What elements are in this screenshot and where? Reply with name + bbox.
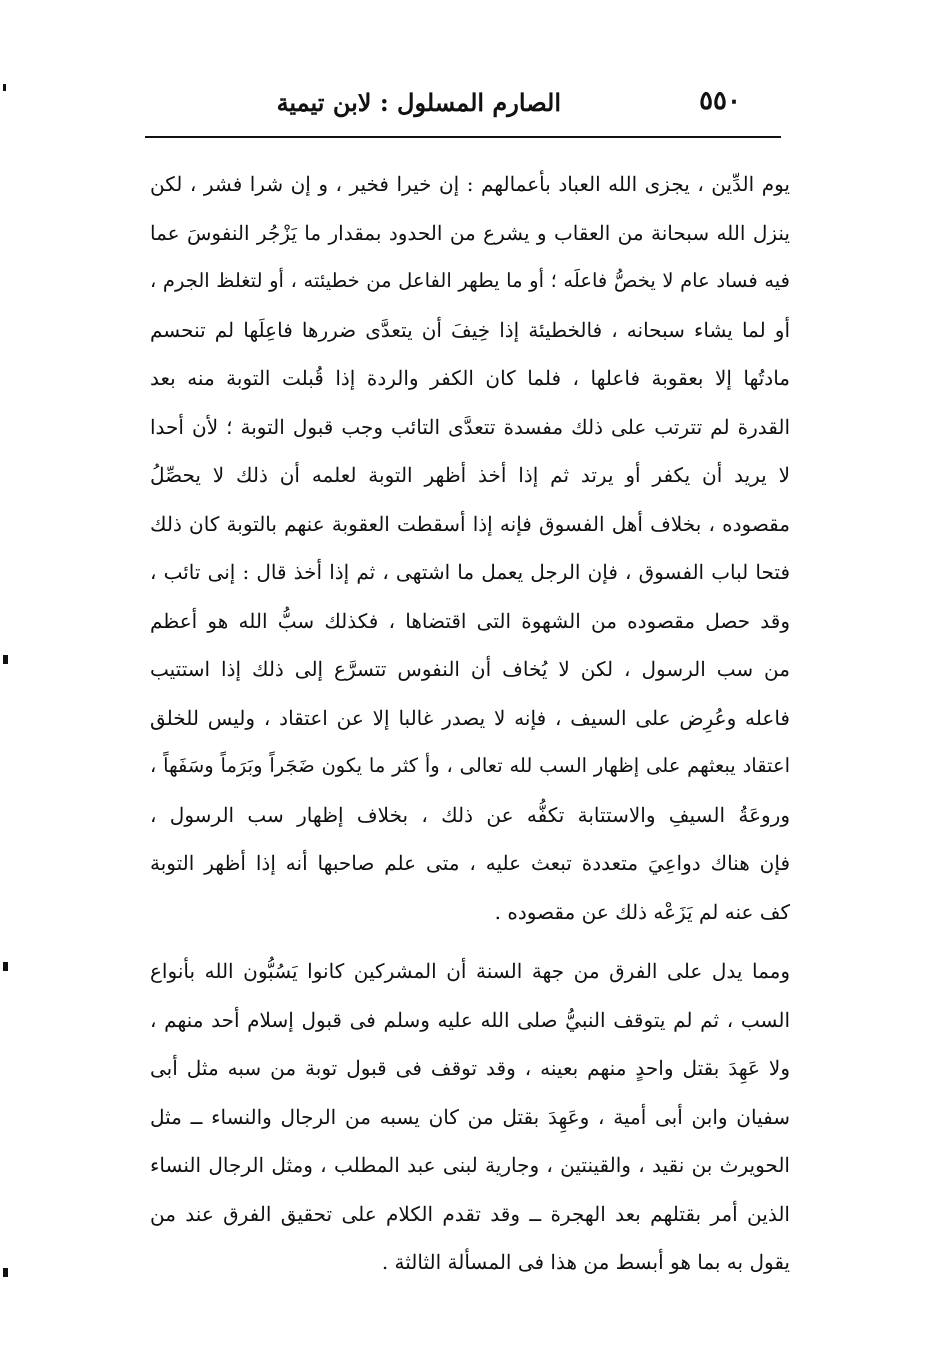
- text-line: سفيان وابن أبى أمية ، وعَهِدَ بقتل من كان يسبه من الرجال والنساء ــ مثل: [150, 1104, 790, 1129]
- margin-scan-mark: [3, 655, 8, 664]
- text-line: لا يريد أن يكفر أو يرتد ثم إذا أخذ أظهر التوبة لعلمه أن ذلك لا يحصِّلُ: [150, 463, 790, 487]
- text-line: فإن هناك دواعِيَ متعددة تبعث عليه ، متى علم صاحبها أنه إذا أظهر التوبة: [150, 851, 790, 875]
- text-line: القدرة لم تترتب على ذلك مفسدة تتعدَّى التائب وجب قبول التوبة ؛ لأن أحدا: [150, 414, 790, 439]
- page-header: [145, 82, 781, 118]
- text-line: فيه فساد عام لا يخصُّ فاعلَه ؛ أو ما يطهر الفاعل من خطيئته ، أو لتغلظ الجرم ،: [150, 269, 790, 292]
- text-line: السب ، ثم لم يتوقف النبيُّ صلى الله عليه وسلم فى قبول إسلام أحد منهم ،: [150, 1007, 790, 1032]
- text-line: الذين أمر بقتلهم بعد الهجرة ــ وقد تقدم الكلام على تحقيق الفرق عند من: [150, 1201, 790, 1226]
- text-line: اعتقاد يبعثهم على إظهار السب لله تعالى ، وأ كثر ما يكون ضَجَراً وبَرَماً وسَفَهاً ،: [150, 754, 790, 777]
- text-line: مادتُها إلا بعقوبة فاعلها ، فلما كان الكفر والردة إذا قُبلت التوبة منه بعد: [150, 366, 790, 390]
- text-line: وقد حصل مقصوده من الشهوة التى اقتضاها ، فكذلك سبُّ الله هو أعظم: [150, 608, 790, 633]
- text-line: من سب الرسول ، لكن لا يُخاف أن النفوس تتسرَّع إلى ذلك إذا استتيب: [150, 657, 790, 681]
- header-divider: [145, 136, 781, 138]
- text-line: فاعله وعُرِض على السيف ، فإنه لا يصدر غالبا إلا عن اعتقاد ، وليس للخلق: [150, 705, 790, 730]
- text-line: ولا عَهِدَ بقتل واحدٍ منهم بعينه ، وقد توقف فى قبول توبة من سبه مثل أبى: [150, 1056, 790, 1080]
- text-line: ينزل الله سبحانة من العقاب و يشرع من الحدود بمقدار ما يَزْجُر النفوسَ عما: [150, 220, 790, 245]
- paragraph-2: [150, 947, 790, 1287]
- margin-scan-mark: [3, 1268, 8, 1277]
- paragraph-1: [150, 160, 790, 936]
- text-line: فتحا لباب الفسوق ، فإن الرجل يعمل ما اشتهى ، ثم إذا أخذ قال : إنى تائب ،: [150, 560, 790, 584]
- text-line: كف عنه لم يَزَعْه ذلك عن مقصوده .: [494, 899, 790, 924]
- text-line: مقصوده ، بخلاف أهل الفسوق فإنه إذا أسقطت العقوبة عنهم بالتوبة كان ذلك: [150, 511, 790, 536]
- margin-scan-mark: [3, 962, 8, 971]
- text-line: يقول به بما هو أبسط من هذا فى المسألة الثالثة .: [381, 1250, 790, 1274]
- text-line: يوم الدِّين ، يجزى الله العباد بأعمالهم : إن خيرا فخير ، و إن شرا فشر ، لكن: [150, 172, 790, 196]
- margin-scan-mark: [3, 84, 6, 91]
- text-line: وروعَةُ السيفِ والاستتابة تكفُّه عن ذلك ، بخلاف إظهار سب الرسول ،: [150, 802, 790, 827]
- page-number: ٥٥٠: [699, 86, 741, 116]
- text-line: الحويرث بن نقيد ، والقينتين ، وجارية لبنى عبد المطلب ، ومثل الرجال النساء: [150, 1153, 790, 1177]
- text-line: ومما يدل على الفرق من جهة السنة أن المشركين كانوا يَسُبُّون الله بأنواع: [150, 959, 790, 983]
- text-line: أو لما يشاء سبحانه ، فالخطيئة إذا خِيفَ أن يتعدَّى ضررها فاعِلَها لم تنحسم: [150, 317, 790, 342]
- running-title: الصارم المسلول : لابن تيمية: [276, 88, 561, 117]
